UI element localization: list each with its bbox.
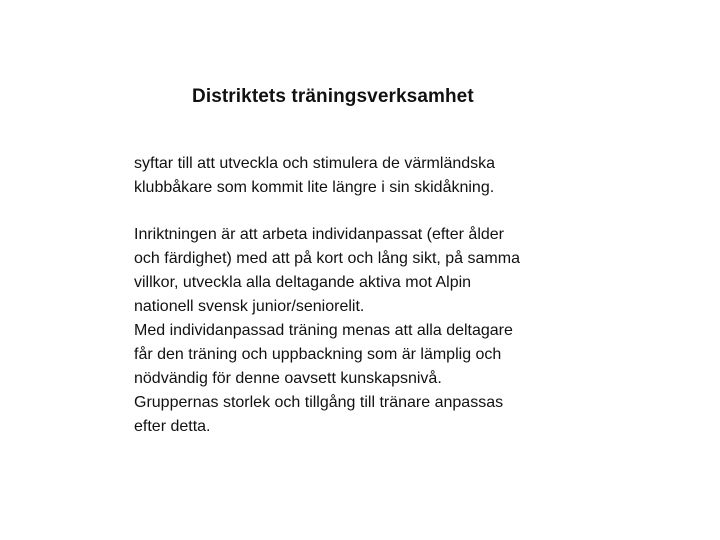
text-line: efter detta. [134,418,211,435]
text-line: Inriktningen är att arbeta individanpassat (efter ålder [134,226,504,243]
text-line: och färdighet) med att på kort och lång sikt, på samma [134,250,520,267]
text-line: Gruppernas storlek och tillgång till tränare anpassas [134,394,504,411]
text-line: Med individanpassad träning menas att alla deltagare [134,322,513,339]
text-line: nationell svensk junior/seniorelit. [134,298,365,315]
text-line: syftar till att utveckla och stimulera de värmländska [134,155,496,172]
text-line: villkor, utveckla alla deltagande aktiva mot Alpin [134,274,472,291]
text-line: klubbåkare som kommit lite längre i sin skidåkning. [134,179,495,196]
slide-body [134,152,604,439]
paragraph-orientation [134,223,604,439]
slide-title: Distriktets träningsverksamhet [192,86,474,107]
text-line: får den träning och uppbackning som är lämplig och [134,346,502,363]
text-line: nödvändig för denne oavsett kunskapsnivå. [134,370,442,387]
paragraph-purpose [134,152,604,200]
